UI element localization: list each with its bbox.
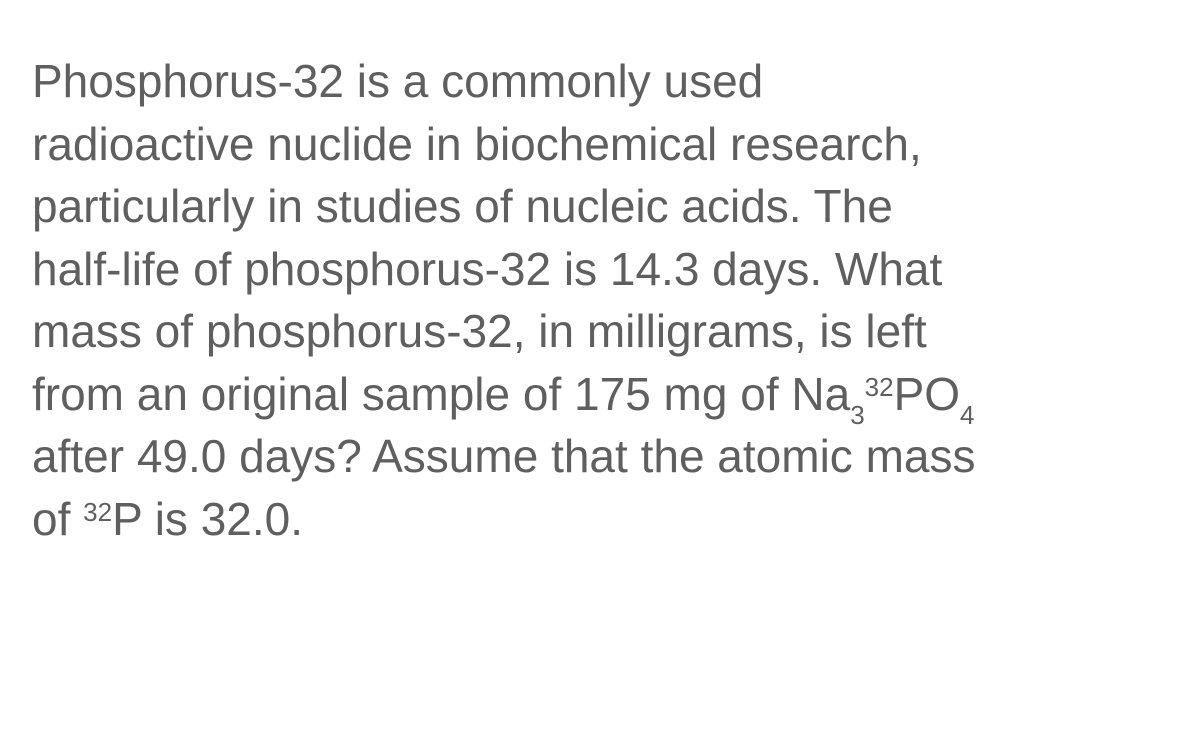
question-line-4: half-life of phosphorus-32 is 14.3 days. What xyxy=(32,242,943,295)
question-text xyxy=(32,50,1182,550)
question-line-3: particularly in studies of nucleic acids. The xyxy=(32,180,893,232)
question-line-7: after 49.0 days? Assume that the atomic mass xyxy=(32,430,976,482)
question-line-5: mass of phosphorus-32, in milligrams, is left xyxy=(32,305,927,357)
sodium-subscript: 3 xyxy=(850,399,865,430)
question-line-6 xyxy=(32,363,1182,430)
line-6-text: from an original sample of 175 mg of Na xyxy=(32,367,851,420)
question-line-2: radioactive nuclide in biochemical research, xyxy=(32,117,922,170)
oxygen-subscript: 4 xyxy=(960,399,975,430)
line-8-prefix: of xyxy=(32,492,84,545)
phosphate-formula: PO xyxy=(893,367,961,420)
isotope-superscript: 32 xyxy=(864,371,894,402)
question-line-8 xyxy=(32,488,1182,551)
isotope-superscript-2: 32 xyxy=(83,496,113,527)
question-line-1: Phosphorus-32 is a commonly used xyxy=(32,55,764,107)
line-8-suffix: P is 32.0. xyxy=(112,492,304,545)
